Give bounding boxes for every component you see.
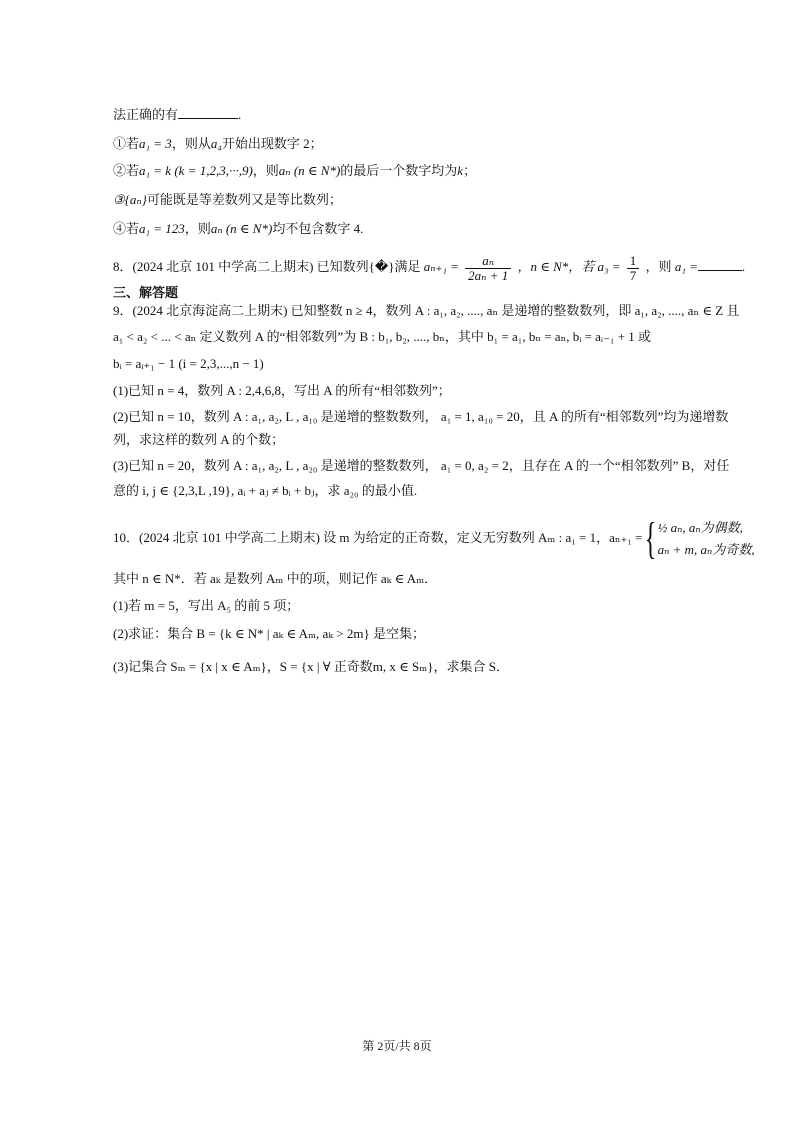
p8-a3-den: 7 <box>629 267 637 283</box>
p10-question-2: (2)求证：集合 B = {k ∈ N* | aₖ ∈ Aₘ, aₖ > 2m} 是空集； <box>113 626 425 641</box>
period: . <box>238 107 242 122</box>
p9-line-1: 9．(2024 北京海淀高二上期末) 已知整数 n ≥ 4，数列 A : a₁, a₂, ...., aₙ 是递增的整数数列，即 a₁, a₂, ...., aₙ ∈ Z 且 <box>113 303 740 318</box>
p9-line-3: bᵢ = aᵢ₊₁ − 1 (i = 2,3,...,n − 1) <box>113 356 264 371</box>
p7-statement-1 <box>113 136 323 152</box>
p8-answer-blank[interactable] <box>698 258 742 271</box>
s2-an: aₙ (n ∈ N*) <box>278 163 341 178</box>
p9-question-3b: 意的 i, j ∈ {2,3,L ,19}, aᵢ + aⱼ ≠ bᵢ + bⱼ，求 a₂₀ 的最小值. <box>113 483 418 498</box>
p8-period: . <box>741 259 746 274</box>
section-heading: 三、解答题 <box>113 285 179 300</box>
p8-fraction <box>465 254 511 283</box>
s4-an: aₙ (n ∈ N*) <box>210 221 273 236</box>
s1-a4: a₄ <box>210 136 222 151</box>
answer-blank[interactable] <box>178 106 238 119</box>
p8-den: 2aₙ + 1 <box>468 267 509 283</box>
s4-math: a₁ = 123 <box>139 221 185 236</box>
s2-label: ②若 <box>113 163 140 178</box>
p7-tail-text: 法正确的有 <box>113 107 179 122</box>
s4-end: 均不包含数字 4. <box>272 221 364 236</box>
p9-question-1: (1)已知 n = 4，数列 A : 2,4,6,8，写出 A 的所有“相邻数列”； <box>113 383 451 398</box>
p7-statement-2 <box>113 163 476 179</box>
p8-lhs: aₙ₊₁ = <box>423 259 459 274</box>
s3-math: ③{aₙ} <box>113 192 147 207</box>
p8-a1: a₁ = <box>674 259 698 274</box>
p10-cases <box>658 517 755 561</box>
p8-cond: ，n ∈ N*，若 <box>517 259 595 274</box>
p8-line <box>113 250 745 284</box>
p8-num: aₙ <box>465 254 511 269</box>
s1-math: a₁ = 3 <box>139 136 172 151</box>
p7-tail-line <box>113 106 241 123</box>
p8-a3-num: 1 <box>627 254 640 269</box>
p7-statement-4 <box>113 221 363 237</box>
p10-intro: 10．(2024 北京 101 中学高二上期末) 设 m 为给定的正奇数，定义无穷数列 Aₘ : a₁ = 1，aₙ₊₁ = <box>113 530 643 545</box>
p7-statement-3 <box>113 192 342 208</box>
s1-end: 开始出现数字 2； <box>221 136 323 151</box>
p9-question-3a: (3)已知 n = 20，数列 A : a₁, a₂, L , a₂₀ 是递增的整数数列， a₁ = 0, a₂ = 2，且存在 A 的一个“相邻数列” B，对任 <box>113 458 730 473</box>
p9-line-2: a₁ < a₂ < ... < aₙ 定义数列 A 的“相邻数列”为 B : b₁, b₂, ...., bₙ，其中 b₁ = a₁, bₙ = aₙ, bᵢ = aᵢ₋₁ + 1 或 <box>113 329 652 344</box>
p10-line-1 <box>113 514 755 562</box>
p10-question-1: (1)若 m = 5，写出 A₅ 的前 5 项； <box>113 598 300 613</box>
left-brace: { <box>644 514 656 564</box>
s1-label: ①若 <box>113 136 140 151</box>
s3-end: 可能既是等差数列又是等比数列； <box>146 192 342 207</box>
s2-end: 的最后一个数字均为 <box>340 163 458 178</box>
s2-k: k <box>457 163 464 178</box>
p9-question-2b: 列，求这样的数列 A 的个数； <box>113 432 285 447</box>
s4-label: ④若 <box>113 221 140 236</box>
p10-line-2: 其中 n ∈ N*．若 aₖ 是数列 Aₘ 中的项，则记作 aₖ ∈ Aₘ． <box>113 571 438 586</box>
s2-math: a₁ = k (k = 1,2,3,···,9) <box>139 163 253 178</box>
p8-a3: a₃ = <box>597 259 621 274</box>
p9-question-2a: (2)已知 n = 10，数列 A : a₁, a₂, L , a₁₀ 是递增的整数数列， a₁ = 1, a₁₀ = 20，且 A 的所有“相邻数列”均为递增数 <box>113 409 729 424</box>
s2-semi: ； <box>463 163 477 178</box>
p10-question-3: (3)记集合 Sₘ = {x | x ∈ Aₘ}，S = {x | ∀ 正奇数m, x ∈ Sₘ}，求集合 S． <box>113 659 509 674</box>
p8-source: 8．(2024 北京 101 中学高二上期末) 已知数列{�}满足 <box>113 259 421 274</box>
s2-mid: ，则 <box>252 163 279 178</box>
p10-case-even: ½ aₙ, aₙ为偶数, <box>657 520 743 536</box>
p8-a3-fraction <box>627 254 640 283</box>
p8-then: ，则 <box>645 259 672 274</box>
p10-case-odd: aₙ + m, aₙ为奇数, <box>657 542 755 558</box>
s4-mid: ，则 <box>184 221 211 236</box>
s1-rest: ，则从 <box>171 136 211 151</box>
page-footer: 第 2页/共 8页 <box>362 1039 432 1053</box>
